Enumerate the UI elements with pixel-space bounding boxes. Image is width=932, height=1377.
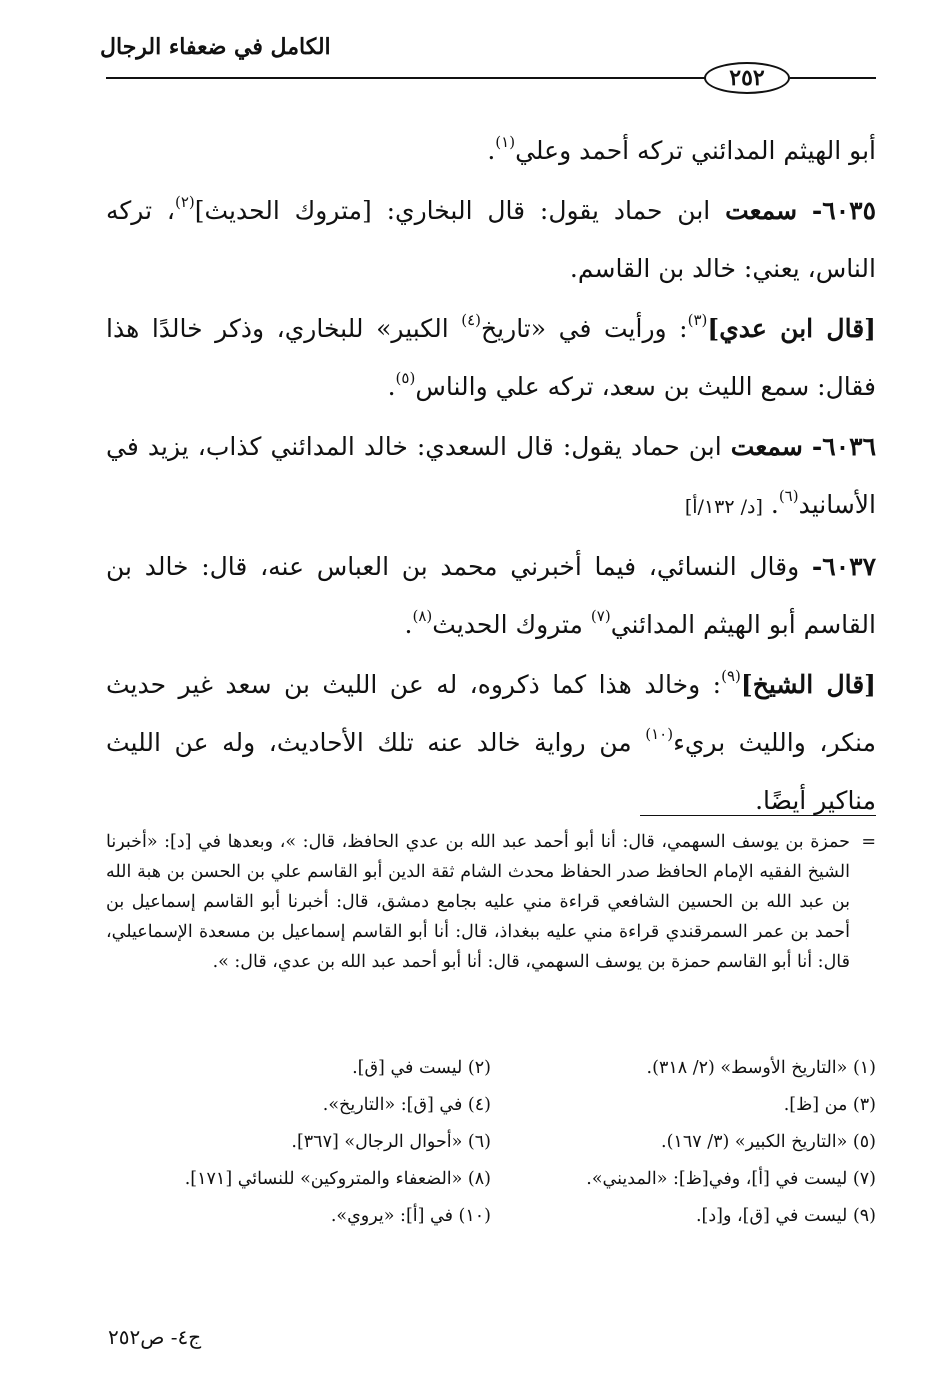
entry-keyword: سمعت — [725, 196, 798, 225]
running-title: الكامل في ضعفاء الرجال — [100, 34, 331, 60]
footnote-row — [106, 1201, 876, 1238]
footnote-row — [106, 1053, 876, 1090]
entry-number: ٦٠٣٧- — [811, 552, 876, 581]
footnote-item: (٦) «أحوال الرجال» [٣٦٧]. — [291, 1132, 491, 1152]
footnote-item: (٢) ليست في [ق]. — [352, 1058, 491, 1078]
page-number: ٢٥٢ — [729, 65, 765, 91]
footnote-row — [106, 1090, 876, 1127]
footnote-ref: (٥) — [395, 369, 416, 387]
footnote-item: (١٠) في [أ]: «يروي». — [330, 1206, 491, 1226]
page-number-badge — [704, 62, 790, 94]
paragraph-text: أبو الهيثم المدائني تركه أحمد وعلي — [515, 136, 876, 165]
paragraph-text: : وخالد هذا كما ذكروه، له عن الليث بن سعد غير حديث منكر، والليث بريء — [106, 670, 876, 757]
manuscript-ref: [د/ ١٣٢/أ] — [684, 496, 763, 518]
footnote-item: (٧) ليست في [أ]، وفي[ظ]: «المديني». — [586, 1169, 876, 1189]
footnote-list — [106, 1053, 876, 1238]
paragraph-text: . — [762, 490, 779, 519]
paragraph-end: . — [487, 136, 496, 165]
entry-number: ٦٠٣٥- — [811, 196, 877, 225]
footnote-item: (١) «التاريخ الأوسط» (٢/ ٣١٨). — [646, 1058, 876, 1078]
footnote-item: (٣) من [ظ]. — [783, 1095, 876, 1115]
paragraph-text: ابن حماد يقول: قال البخاري: [متروك الحديث] — [194, 196, 726, 225]
footnote-text: حمزة بن يوسف السهمي، قال: أنا أبو أحمد عبد الله بن عدي الحافظ، قال: »، وبعدها في [د]: «أخبرنا الشيخ الفقيه الإمام الحافظ صدر الحفاظ محدث الشام ثقة الدين أبو القاسم علي بن الحسن بن هبة الله بن عبد الله بن الحسين الشافعي قراءة مني عليه بجامع دمشق، قال: أخبرنا أبو القاسم إسماعيل بن أحمد بن عمر السمرقندي قراءة مني عليه ببغداذ، قال: أنا أبو القاسم إسماعيل بن مسعدة الإسماعيلي، قال: أنا أبو القاسم حمزة بن يوسف السهمي، قال: أنا أبو أحمد عبد الله بن عدي، قال: ». — [106, 832, 850, 972]
footnote-item: (٨) «الضعفاء والمتروكين» للنسائي [١٧١]. — [184, 1169, 491, 1189]
header-rule — [106, 77, 706, 79]
footnote-row — [106, 1164, 876, 1201]
header-rule-right — [790, 77, 876, 79]
footnote-row — [106, 1127, 876, 1164]
footnote-item: (٩) ليست في [ق]، و[د]. — [695, 1206, 876, 1226]
entry-6037 — [106, 538, 876, 654]
footnote-ref: (٢) — [174, 193, 195, 211]
paragraph-text: متروك الحديث — [432, 610, 591, 639]
paragraph-text: من رواية خالد عنه تلك الأحاديث، وله عن الليث مناكير أيضًا. — [106, 728, 876, 815]
footnote-ref: (٧) — [590, 607, 611, 625]
speaker-label: [قال الشيخ] — [740, 670, 877, 699]
paragraph-text: وقال النسائي، فيما أخبرني محمد بن العباس عنه، قال: خالد بن القاسم أبو الهيثم المدائني — [106, 552, 876, 639]
continuation-marker: = — [861, 832, 876, 852]
footnote-ref: (٩) — [721, 667, 741, 685]
paragraph-text: الكبير» للبخاري، وذكر خالدًا هذا فقال: سمع الليث بن سعد، تركه علي والناس — [106, 314, 876, 401]
footnote-continuation — [106, 827, 876, 977]
folio: ج٤- ص٢٥٢ — [108, 1325, 202, 1349]
footnote-ref: (٨) — [412, 607, 433, 625]
paragraph-1 — [106, 122, 876, 180]
speaker-label: [قال ابن عدي] — [707, 314, 876, 343]
entry-6036 — [106, 418, 876, 536]
paragraph-ibn-adi — [106, 300, 876, 416]
footnote-continuation-text — [106, 827, 876, 977]
paragraph-text: : ورأيت في «تاريخ — [481, 314, 688, 343]
footnote-separator — [640, 815, 876, 816]
paragraph-text: ، تركه الناس، يعني: خالد بن القاسم. — [106, 196, 876, 283]
footnote-ref: (٣) — [687, 311, 708, 329]
paragraph-end: . — [404, 610, 413, 639]
paragraph-end: . — [387, 372, 396, 401]
footnote-ref: (٦) — [778, 487, 799, 505]
main-text — [106, 122, 876, 832]
entry-6035 — [106, 182, 876, 298]
paragraph-sheikh — [106, 656, 876, 830]
footnote-ref: (١٠) — [645, 725, 674, 743]
footnote-item: (٤) في [ق]: «التاريخ». — [322, 1095, 491, 1115]
entry-number: ٦٠٣٦- — [811, 432, 876, 461]
footnote-ref: (١) — [495, 133, 516, 151]
entry-keyword: سمعت — [730, 432, 803, 461]
footnote-item: (٥) «التاريخ الكبير» (٣/ ١٦٧). — [661, 1132, 876, 1152]
footnote-ref: (٤) — [461, 311, 482, 329]
paragraph-text: ابن حماد يقول: قال السعدي: خالد المدائني كذاب، يزيد في الأسانيد — [106, 432, 876, 519]
